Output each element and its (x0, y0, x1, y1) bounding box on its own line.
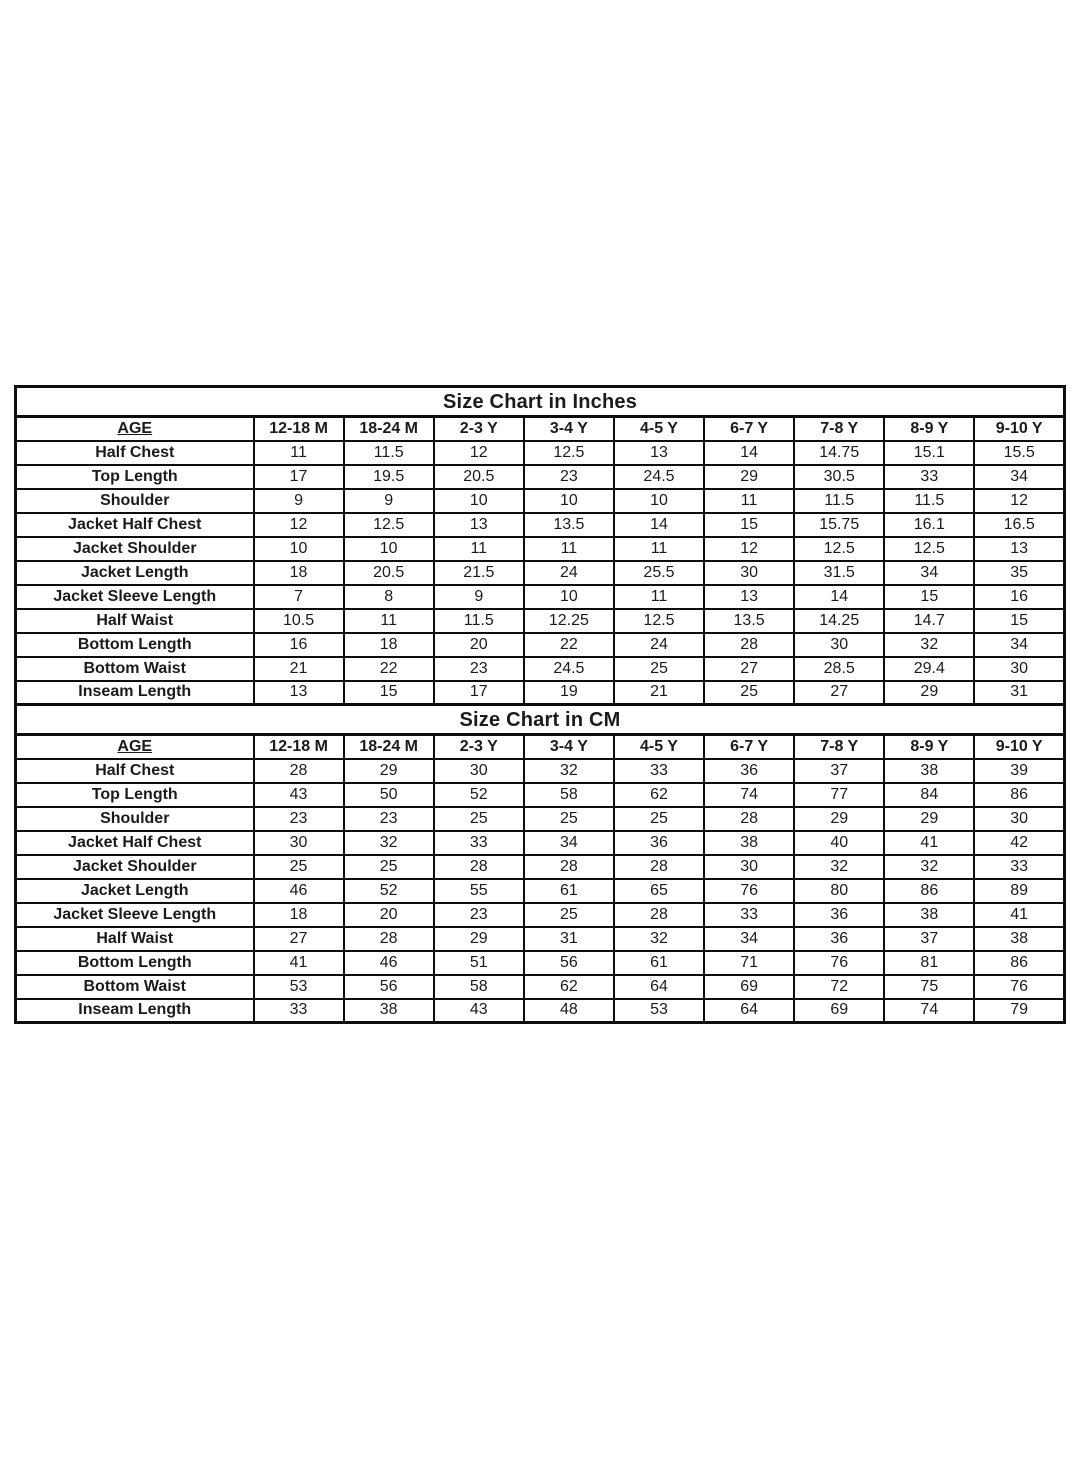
size-chart-body (16, 387, 1065, 1023)
measurement-value: 84 (884, 783, 974, 807)
measurement-value: 13 (704, 585, 794, 609)
measurement-value: 16.5 (974, 513, 1064, 537)
measurement-value: 34 (884, 561, 974, 585)
measurement-value: 12.5 (614, 609, 704, 633)
measurement-value: 86 (974, 783, 1064, 807)
measurement-value: 32 (794, 855, 884, 879)
size-column-header: 18-24 M (344, 417, 434, 441)
table-row (16, 879, 1065, 903)
table-row (16, 855, 1065, 879)
measurement-value: 15 (974, 609, 1064, 633)
measurement-value: 20.5 (344, 561, 434, 585)
size-column-header: 8-9 Y (884, 417, 974, 441)
table-row (16, 657, 1065, 681)
measurement-value: 64 (614, 975, 704, 999)
measurement-value: 76 (974, 975, 1064, 999)
measurement-value: 35 (974, 561, 1064, 585)
measurement-value: 18 (254, 561, 344, 585)
measurement-value: 30 (704, 855, 794, 879)
table-row (16, 903, 1065, 927)
measurement-value: 13.5 (704, 609, 794, 633)
measurement-value: 33 (434, 831, 524, 855)
measurement-value: 14.25 (794, 609, 884, 633)
measurement-value: 15 (344, 681, 434, 705)
measurement-value: 41 (974, 903, 1064, 927)
measurement-value: 15 (704, 513, 794, 537)
measurement-value: 10 (524, 585, 614, 609)
measurement-value: 11 (614, 537, 704, 561)
measurement-value: 33 (974, 855, 1064, 879)
measurement-value: 29 (344, 759, 434, 783)
measurement-value: 56 (344, 975, 434, 999)
measurement-value: 58 (524, 783, 614, 807)
measurement-value: 79 (974, 999, 1064, 1023)
measurement-value: 50 (344, 783, 434, 807)
table-title-row (16, 387, 1065, 417)
table-row (16, 759, 1065, 783)
measurement-label: Jacket Sleeve Length (16, 903, 254, 927)
measurement-value: 38 (884, 903, 974, 927)
measurement-label: Half Waist (16, 609, 254, 633)
table-header-row (16, 417, 1065, 441)
measurement-value: 38 (974, 927, 1064, 951)
table-row (16, 975, 1065, 999)
measurement-value: 77 (794, 783, 884, 807)
measurement-label: Inseam Length (16, 999, 254, 1023)
measurement-label: Jacket Sleeve Length (16, 585, 254, 609)
table-row (16, 951, 1065, 975)
measurement-value: 28 (614, 903, 704, 927)
measurement-value: 9 (344, 489, 434, 513)
table-row (16, 489, 1065, 513)
measurement-value: 31.5 (794, 561, 884, 585)
measurement-label: Inseam Length (16, 681, 254, 705)
measurement-value: 11 (524, 537, 614, 561)
measurement-value: 55 (434, 879, 524, 903)
measurement-label: Jacket Half Chest (16, 513, 254, 537)
size-column-header: 6-7 Y (704, 735, 794, 759)
measurement-value: 28.5 (794, 657, 884, 681)
age-header-label: AGE (117, 737, 153, 755)
table-row (16, 561, 1065, 585)
measurement-value: 30 (794, 633, 884, 657)
measurement-value: 17 (254, 465, 344, 489)
measurement-label: Bottom Length (16, 951, 254, 975)
measurement-value: 76 (704, 879, 794, 903)
table-row (16, 441, 1065, 465)
table-title: Size Chart in CM (16, 705, 1065, 735)
measurement-value: 52 (434, 783, 524, 807)
measurement-value: 33 (884, 465, 974, 489)
measurement-value: 23 (344, 807, 434, 831)
measurement-value: 74 (704, 783, 794, 807)
measurement-value: 18 (344, 633, 434, 657)
measurement-value: 12.5 (794, 537, 884, 561)
measurement-label: Bottom Waist (16, 657, 254, 681)
measurement-value: 64 (704, 999, 794, 1023)
measurement-label: Bottom Length (16, 633, 254, 657)
measurement-value: 38 (704, 831, 794, 855)
measurement-value: 30 (434, 759, 524, 783)
measurement-value: 24.5 (524, 657, 614, 681)
measurement-value: 27 (254, 927, 344, 951)
measurement-value: 69 (704, 975, 794, 999)
measurement-value: 46 (344, 951, 434, 975)
measurement-value: 25 (344, 855, 434, 879)
measurement-value: 38 (344, 999, 434, 1023)
measurement-value: 30 (254, 831, 344, 855)
measurement-value: 12.5 (524, 441, 614, 465)
measurement-value: 53 (254, 975, 344, 999)
measurement-value: 13 (974, 537, 1064, 561)
measurement-value: 74 (884, 999, 974, 1023)
measurement-value: 61 (524, 879, 614, 903)
measurement-value: 39 (974, 759, 1064, 783)
age-column-header (16, 735, 254, 759)
measurement-value: 10 (434, 489, 524, 513)
measurement-value: 7 (254, 585, 344, 609)
size-column-header: 4-5 Y (614, 417, 704, 441)
measurement-value: 8 (344, 585, 434, 609)
measurement-value: 53 (614, 999, 704, 1023)
measurement-value: 21 (614, 681, 704, 705)
measurement-value: 14 (704, 441, 794, 465)
measurement-value: 10 (614, 489, 704, 513)
measurement-value: 31 (974, 681, 1064, 705)
table-row (16, 783, 1065, 807)
measurement-value: 24.5 (614, 465, 704, 489)
table-row (16, 537, 1065, 561)
measurement-value: 16 (254, 633, 344, 657)
measurement-value: 11.5 (884, 489, 974, 513)
measurement-value: 34 (704, 927, 794, 951)
size-column-header: 12-18 M (254, 417, 344, 441)
measurement-value: 29 (704, 465, 794, 489)
measurement-value: 46 (254, 879, 344, 903)
measurement-label: Shoulder (16, 807, 254, 831)
measurement-value: 33 (614, 759, 704, 783)
measurement-value: 80 (794, 879, 884, 903)
measurement-value: 34 (974, 465, 1064, 489)
measurement-value: 20.5 (434, 465, 524, 489)
measurement-value: 33 (704, 903, 794, 927)
measurement-value: 12 (704, 537, 794, 561)
measurement-label: Bottom Waist (16, 975, 254, 999)
measurement-value: 25 (614, 807, 704, 831)
table-row (16, 807, 1065, 831)
measurement-value: 81 (884, 951, 974, 975)
measurement-label: Jacket Half Chest (16, 831, 254, 855)
measurement-value: 29 (884, 681, 974, 705)
size-column-header: 8-9 Y (884, 735, 974, 759)
measurement-label: Jacket Length (16, 879, 254, 903)
measurement-value: 11 (254, 441, 344, 465)
measurement-value: 25 (434, 807, 524, 831)
measurement-value: 76 (794, 951, 884, 975)
measurement-value: 20 (344, 903, 434, 927)
measurement-value: 24 (614, 633, 704, 657)
measurement-value: 28 (344, 927, 434, 951)
measurement-value: 43 (254, 783, 344, 807)
measurement-value: 86 (884, 879, 974, 903)
measurement-value: 30.5 (794, 465, 884, 489)
table-row (16, 609, 1065, 633)
size-column-header: 2-3 Y (434, 417, 524, 441)
measurement-value: 34 (524, 831, 614, 855)
measurement-value: 56 (524, 951, 614, 975)
size-column-header: 12-18 M (254, 735, 344, 759)
measurement-value: 42 (974, 831, 1064, 855)
measurement-value: 27 (794, 681, 884, 705)
measurement-value: 29 (794, 807, 884, 831)
measurement-label: Jacket Shoulder (16, 537, 254, 561)
measurement-value: 13 (434, 513, 524, 537)
measurement-value: 12.5 (344, 513, 434, 537)
measurement-value: 11.5 (794, 489, 884, 513)
measurement-value: 28 (434, 855, 524, 879)
measurement-value: 21.5 (434, 561, 524, 585)
measurement-label: Top Length (16, 465, 254, 489)
measurement-value: 36 (704, 759, 794, 783)
measurement-value: 24 (524, 561, 614, 585)
measurement-value: 89 (974, 879, 1064, 903)
measurement-value: 43 (434, 999, 524, 1023)
measurement-value: 23 (434, 903, 524, 927)
table-row (16, 681, 1065, 705)
measurement-value: 14 (614, 513, 704, 537)
measurement-label: Half Chest (16, 759, 254, 783)
measurement-value: 20 (434, 633, 524, 657)
measurement-value: 36 (794, 927, 884, 951)
measurement-value: 23 (434, 657, 524, 681)
measurement-value: 10.5 (254, 609, 344, 633)
measurement-value: 11.5 (434, 609, 524, 633)
age-column-header (16, 417, 254, 441)
table-row (16, 927, 1065, 951)
measurement-value: 12.25 (524, 609, 614, 633)
measurement-value: 19 (524, 681, 614, 705)
measurement-value: 16 (974, 585, 1064, 609)
measurement-value: 37 (794, 759, 884, 783)
table-row (16, 465, 1065, 489)
measurement-value: 61 (614, 951, 704, 975)
measurement-value: 11 (344, 609, 434, 633)
measurement-value: 65 (614, 879, 704, 903)
measurement-label: Half Waist (16, 927, 254, 951)
measurement-value: 62 (614, 783, 704, 807)
measurement-value: 18 (254, 903, 344, 927)
measurement-value: 30 (974, 657, 1064, 681)
measurement-value: 16.1 (884, 513, 974, 537)
measurement-value: 75 (884, 975, 974, 999)
measurement-value: 10 (344, 537, 434, 561)
measurement-value: 22 (524, 633, 614, 657)
measurement-value: 25 (524, 807, 614, 831)
measurement-value: 58 (434, 975, 524, 999)
size-column-header: 7-8 Y (794, 735, 884, 759)
measurement-value: 32 (524, 759, 614, 783)
measurement-value: 25 (254, 855, 344, 879)
measurement-value: 32 (344, 831, 434, 855)
measurement-value: 10 (254, 537, 344, 561)
measurement-value: 28 (704, 807, 794, 831)
measurement-value: 15.75 (794, 513, 884, 537)
measurement-label: Jacket Length (16, 561, 254, 585)
measurement-value: 62 (524, 975, 614, 999)
measurement-value: 13 (254, 681, 344, 705)
table-row (16, 831, 1065, 855)
measurement-value: 11 (704, 489, 794, 513)
size-column-header: 18-24 M (344, 735, 434, 759)
measurement-value: 38 (884, 759, 974, 783)
measurement-value: 17 (434, 681, 524, 705)
measurement-value: 52 (344, 879, 434, 903)
measurement-value: 25 (704, 681, 794, 705)
size-column-header: 9-10 Y (974, 735, 1064, 759)
measurement-value: 19.5 (344, 465, 434, 489)
measurement-value: 71 (704, 951, 794, 975)
table-row (16, 633, 1065, 657)
size-column-header: 2-3 Y (434, 735, 524, 759)
measurement-value: 41 (254, 951, 344, 975)
measurement-value: 28 (704, 633, 794, 657)
measurement-value: 69 (794, 999, 884, 1023)
measurement-value: 12.5 (884, 537, 974, 561)
measurement-value: 25.5 (614, 561, 704, 585)
size-column-header: 3-4 Y (524, 735, 614, 759)
measurement-value: 22 (344, 657, 434, 681)
measurement-value: 13 (614, 441, 704, 465)
measurement-value: 37 (884, 927, 974, 951)
measurement-label: Half Chest (16, 441, 254, 465)
table-row (16, 999, 1065, 1023)
measurement-value: 23 (524, 465, 614, 489)
measurement-value: 9 (434, 585, 524, 609)
measurement-label: Top Length (16, 783, 254, 807)
measurement-value: 9 (254, 489, 344, 513)
measurement-value: 13.5 (524, 513, 614, 537)
measurement-value: 29 (434, 927, 524, 951)
measurement-value: 15 (884, 585, 974, 609)
measurement-value: 28 (254, 759, 344, 783)
measurement-value: 31 (524, 927, 614, 951)
measurement-value: 36 (794, 903, 884, 927)
measurement-value: 25 (524, 903, 614, 927)
size-chart-sheet (14, 385, 1066, 1024)
measurement-value: 15.1 (884, 441, 974, 465)
measurement-value: 32 (614, 927, 704, 951)
table-title: Size Chart in Inches (16, 387, 1065, 417)
measurement-value: 12 (254, 513, 344, 537)
measurement-label: Shoulder (16, 489, 254, 513)
measurement-value: 23 (254, 807, 344, 831)
table-row (16, 513, 1065, 537)
measurement-value: 41 (884, 831, 974, 855)
measurement-value: 12 (974, 489, 1064, 513)
measurement-value: 29.4 (884, 657, 974, 681)
measurement-value: 11 (614, 585, 704, 609)
measurement-value: 14 (794, 585, 884, 609)
measurement-value: 32 (884, 855, 974, 879)
size-column-header: 4-5 Y (614, 735, 704, 759)
measurement-value: 40 (794, 831, 884, 855)
measurement-value: 72 (794, 975, 884, 999)
measurement-value: 36 (614, 831, 704, 855)
measurement-value: 30 (974, 807, 1064, 831)
measurement-value: 33 (254, 999, 344, 1023)
measurement-value: 10 (524, 489, 614, 513)
measurement-value: 29 (884, 807, 974, 831)
measurement-value: 27 (704, 657, 794, 681)
measurement-value: 34 (974, 633, 1064, 657)
measurement-value: 30 (704, 561, 794, 585)
measurement-value: 28 (524, 855, 614, 879)
size-column-header: 6-7 Y (704, 417, 794, 441)
size-column-header: 9-10 Y (974, 417, 1064, 441)
measurement-value: 21 (254, 657, 344, 681)
measurement-value: 25 (614, 657, 704, 681)
size-chart-table (14, 385, 1066, 1024)
measurement-value: 14.75 (794, 441, 884, 465)
measurement-value: 32 (884, 633, 974, 657)
measurement-value: 51 (434, 951, 524, 975)
measurement-value: 12 (434, 441, 524, 465)
measurement-value: 11 (434, 537, 524, 561)
measurement-value: 14.7 (884, 609, 974, 633)
measurement-value: 86 (974, 951, 1064, 975)
table-title-row (16, 705, 1065, 735)
measurement-value: 15.5 (974, 441, 1064, 465)
table-header-row (16, 735, 1065, 759)
measurement-value: 28 (614, 855, 704, 879)
size-column-header: 3-4 Y (524, 417, 614, 441)
measurement-label: Jacket Shoulder (16, 855, 254, 879)
size-column-header: 7-8 Y (794, 417, 884, 441)
measurement-value: 11.5 (344, 441, 434, 465)
measurement-value: 48 (524, 999, 614, 1023)
age-header-label: AGE (117, 419, 153, 437)
table-row (16, 585, 1065, 609)
